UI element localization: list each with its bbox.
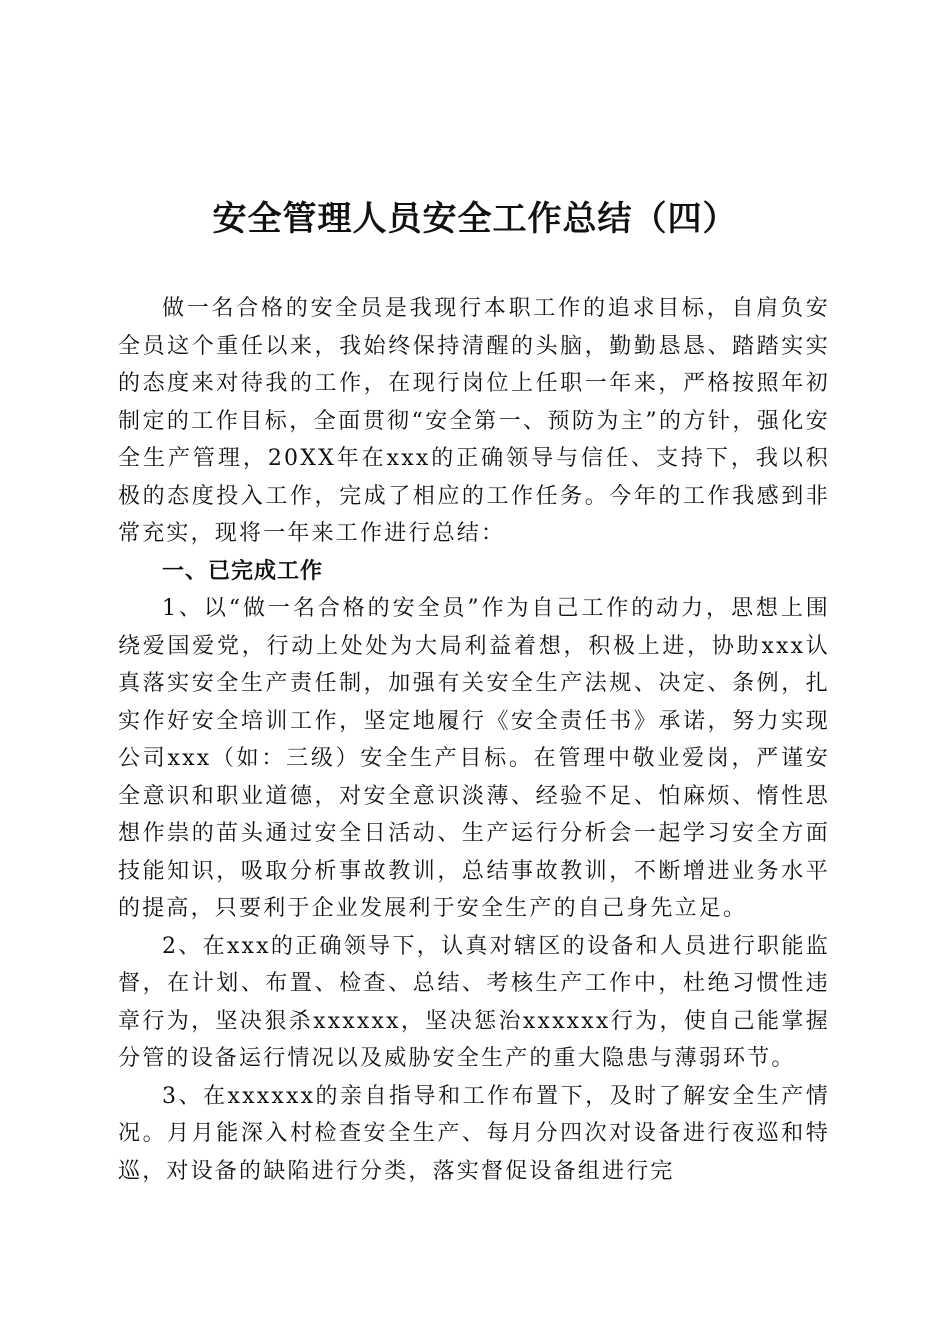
item-3-paragraph: 3、在xxxxxx的亲自指导和工作布置下，及时了解安全生产情况。月月能深入村检查安全生产、每月分四次对设备进行夜巡和特巡，对设备的缺陷进行分类，落实督促设备组进行完 — [118, 1083, 830, 1184]
item-1-paragraph: 1、以“做一名合格的安全员”作为自己工作的动力，思想上围绕爱国爱党，行动上处处为大局利益着想，积极上进，协助xxx认真落实安全生产责任制，加强有关安全生产法规、决定、条例，扎实作好安全培训工作，坚定地履行《安全责任书》承诺，努力实现公司xxx（如：三级）安全生产目标。在管理中敬业爱岗，严谨安全意识和职业道德，对安全意识淡薄、经验不足、怕麻烦、惰性思想作祟的苗头通过安全日活动、生产运行分析会一起学习安全方面技能知识，吸取分析事故教训，总结事故教训，不断增进业务水平的提高，只要利于企业发展利于安全生产的自己身先立足。 — [118, 596, 830, 921]
section-heading-completed-work: 一、已完成工作 — [162, 558, 324, 584]
document-title: 安全管理人员安全工作总结（四） — [212, 199, 738, 239]
intro-paragraph: 做一名合格的安全员是我现行本职工作的追求目标，自肩负安全员这个重任以来，我始终保持清醒的头脑，勤勤恳恳、踏踏实实的态度来对待我的工作，在现行岗位上任职一年来，严格按照年初制定的工作目标，全面贯彻“安全第一、预防为主”的方针，强化安全生产管理，20XX年在xxx的正确领导与信任、支持下，我以积极的态度投入工作，完成了相应的工作任务。今年的工作我感到非常充实，现将一年来工作进行总结： — [118, 296, 830, 546]
item-2-paragraph: 2、在xxx的正确领导下，认真对辖区的设备和人员进行职能监督，在计划、布置、检查、总结、考核生产工作中，杜绝习惯性违章行为，坚决狠杀xxxxxx，坚决惩治xxxxxx行为，使自己能掌握分管的设备运行情况以及威胁安全生产的重大隐患与薄弱环节。 — [118, 933, 830, 1071]
document-body — [118, 290, 830, 1190]
